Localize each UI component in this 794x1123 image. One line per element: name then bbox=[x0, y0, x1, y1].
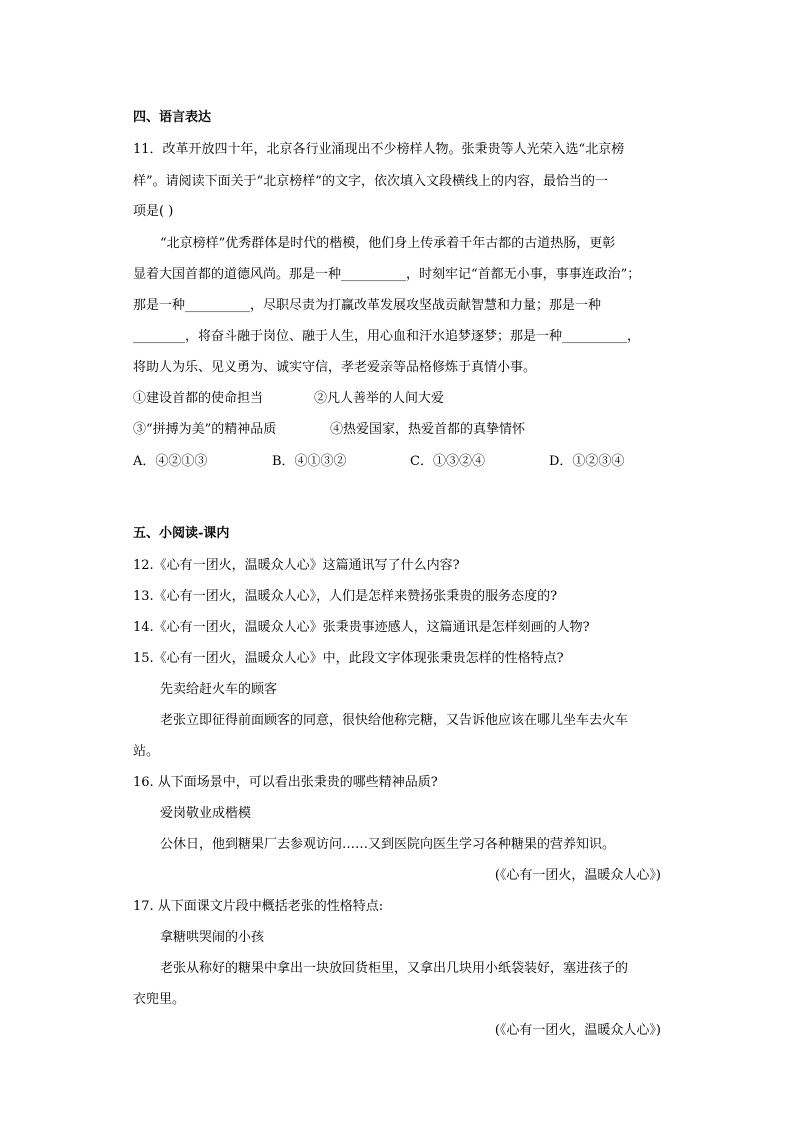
question-11-passage-line-2: 显着大国首都的道德风尚。那是一种__________，时刻牢记“首都无小事，事事连政治”； bbox=[133, 267, 641, 282]
question-16-source: (《心有一团火，温暖众人心》) bbox=[494, 868, 661, 883]
question-11-passage-line-1: “北京榜样”优秀群体是时代的楷模，他们身上传承着千年古都的古道热肠，更彰 bbox=[160, 236, 616, 251]
question-13: 13.《心有一团火，温暖众人心》，人们是怎样来赞扬张秉贵的服务态度的? bbox=[133, 589, 558, 604]
question-11-choice-d: D．①②③④ bbox=[549, 454, 625, 469]
question-11-passage-line-4: ________，将奋斗融于岗位、融于人生，用心血和汗水追梦逐梦；那是一种__________， bbox=[133, 329, 641, 344]
section-4-title: 四、语言表达 bbox=[133, 110, 212, 125]
question-15-text-line-2: 站。 bbox=[133, 744, 160, 759]
question-16-subtitle: 爱岗敬业成楷模 bbox=[160, 806, 252, 821]
question-11-passage-line-3: 那是一种__________，尽职尽责为打赢改革发展攻坚战贡献智慧和力量；那是一种 bbox=[133, 298, 602, 313]
question-11-passage-line-5: 将助人为乐、见义勇为、诚实守信，孝老爱亲等品格修炼于真情小事。 bbox=[133, 360, 537, 375]
question-15-text-line-1: 老张立即征得前面顾客的同意，很快给他称完糖，又告诉他应该在哪儿坐车去火车 bbox=[160, 713, 629, 728]
question-14: 14.《心有一团火，温暖众人心》张秉贵事迹感人，这篇通讯是怎样刻画的人物? bbox=[133, 620, 590, 635]
question-15: 15.《心有一团火，温暖众人心》中，此段文字体现张秉贵怎样的性格特点? bbox=[133, 651, 564, 666]
question-11-option-3: ③“拼搏为美”的精神品质 bbox=[133, 422, 277, 437]
question-17-source: (《心有一团火，温暖众人心》) bbox=[494, 1023, 661, 1038]
question-11-choice-a: A．④②①③ bbox=[133, 454, 208, 469]
question-17-text-line-1: 老张从称好的糖果中拿出一块放回货柜里，又拿出几块用小纸袋装好，塞进孩子的 bbox=[160, 961, 629, 976]
question-16: 16. 从下面场景中，可以看出张秉贵的哪些精神品质? bbox=[133, 775, 438, 790]
question-15-subtitle: 先卖给赶火车的顾客 bbox=[160, 682, 278, 697]
question-17-subtitle: 拿糖哄哭闹的小孩 bbox=[160, 930, 265, 945]
question-11-line-2: 样”。请阅读下面关于“北京榜样”的文字，依次填入文段横线上的内容，最恰当的一 bbox=[133, 174, 608, 189]
question-11-line-3: 项是( ) bbox=[133, 204, 174, 219]
question-17: 17. 从下面课文片段中概括老张的性格特点: bbox=[133, 899, 384, 914]
question-11-option-2: ②凡人善举的人间大爱 bbox=[314, 391, 445, 406]
question-11-option-4: ④热爱国家，热爱首都的真挚情怀 bbox=[330, 422, 526, 437]
question-11-choice-b: B．④①③② bbox=[272, 454, 347, 469]
question-11-option-1: ①建设首都的使命担当 bbox=[133, 391, 264, 406]
question-12: 12.《心有一团火，温暖众人心》这篇通讯写了什么内容? bbox=[133, 558, 460, 573]
question-17-text-line-2: 衣兜里。 bbox=[133, 992, 186, 1007]
question-16-text: 公休日，他到糖果厂去参观访问……又到医院向医生学习各种糖果的营养知识。 bbox=[160, 837, 616, 852]
question-11-line-1: 11．改革开放四十年，北京各行业涌现出不少榜样人物。张秉贵等人光荣入选“北京榜 bbox=[133, 142, 625, 157]
question-11-choice-c: C．①③②④ bbox=[410, 454, 485, 469]
section-5-title: 五、小阅读-课内 bbox=[133, 526, 230, 541]
